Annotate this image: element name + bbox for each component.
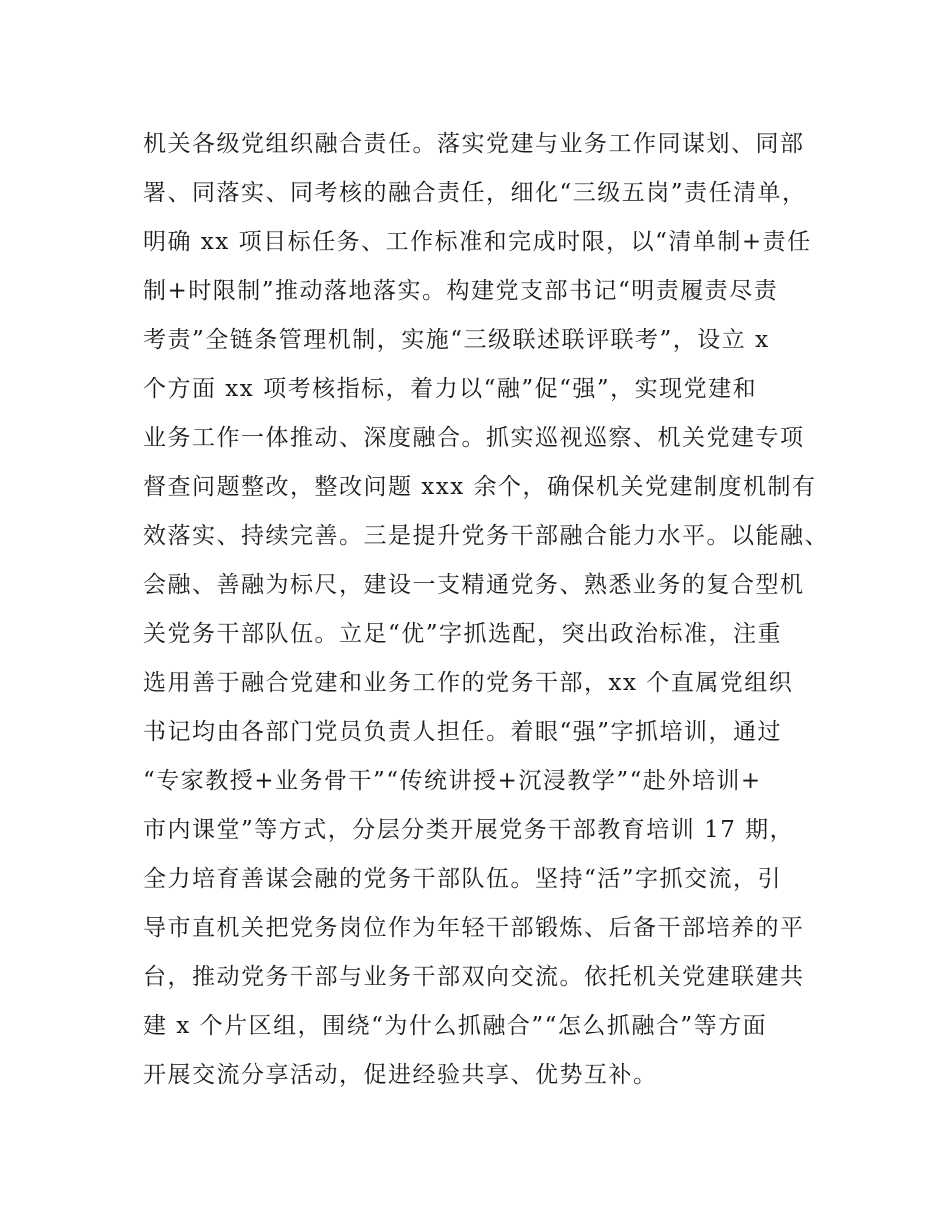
- text-line: 制+时限制”推动落地落实。构建党支部书记“明责履责尽责: [143, 278, 779, 304]
- text-line: 督查问题整改，整改问题 xxx 余个，确保机关党建制度机制有: [143, 474, 817, 500]
- text-line: 全力培育善谋会融的党务干部队伍。坚持“活”字抓交流，引: [143, 866, 783, 892]
- text-line: 关党务干部队伍。立足“优”字抓选配，突出政治标准，注重: [143, 621, 783, 647]
- text-line: 会融、善融为标尺，建设一支精通党务、熟悉业务的复合型机: [143, 572, 805, 598]
- text-line: 考责”全链条管理机制，实施“三级联述联评联考”，设立 x: [143, 327, 770, 353]
- text-line: 明确 xx 项目标任务、工作标准和完成时限，以“清单制+责任: [143, 229, 812, 255]
- text-line: 署、同落实、同考核的融合责任，细化“三级五岗”责任清单，: [143, 180, 807, 206]
- text-line: “专家教授+业务骨干”“传统讲授+沉浸教学”“赴外培训+: [143, 768, 762, 794]
- text-line: 效落实、持续完善。三是提升党务干部融合能力水平。以能融、: [143, 523, 829, 549]
- text-line: 选用善于融合党建和业务工作的党务干部，xx 个直属党组织: [143, 670, 794, 696]
- text-line: 机关各级党组织融合责任。落实党建与业务工作同谋划、同部: [143, 131, 805, 157]
- body-text: [143, 120, 833, 1100]
- text-line: 个方面 xx 项考核指标，着力以“融”促“强”，实现党建和: [143, 376, 758, 402]
- text-line: 建 x 个片区组，围绕“为什么抓融合”“怎么抓融合”等方面: [143, 1013, 768, 1039]
- text-line: 书记均由各部门党员负责人担任。着眼“强”字抓培训，通过: [143, 719, 783, 745]
- text-line: 导市直机关把党务岗位作为年轻干部锻炼、后备干部培养的平: [143, 915, 805, 941]
- text-line: 台，推动党务干部与业务干部双向交流。依托机关党建联建共: [143, 964, 805, 990]
- text-line: 市内课堂”等方式，分层分类开展党务干部教育培训 17 期，: [143, 817, 795, 843]
- text-line: 开展交流分享活动，促进经验共享、优势互补。: [143, 1062, 658, 1088]
- text-line: 业务工作一体推动、深度融合。抓实巡视巡察、机关党建专项: [143, 425, 805, 451]
